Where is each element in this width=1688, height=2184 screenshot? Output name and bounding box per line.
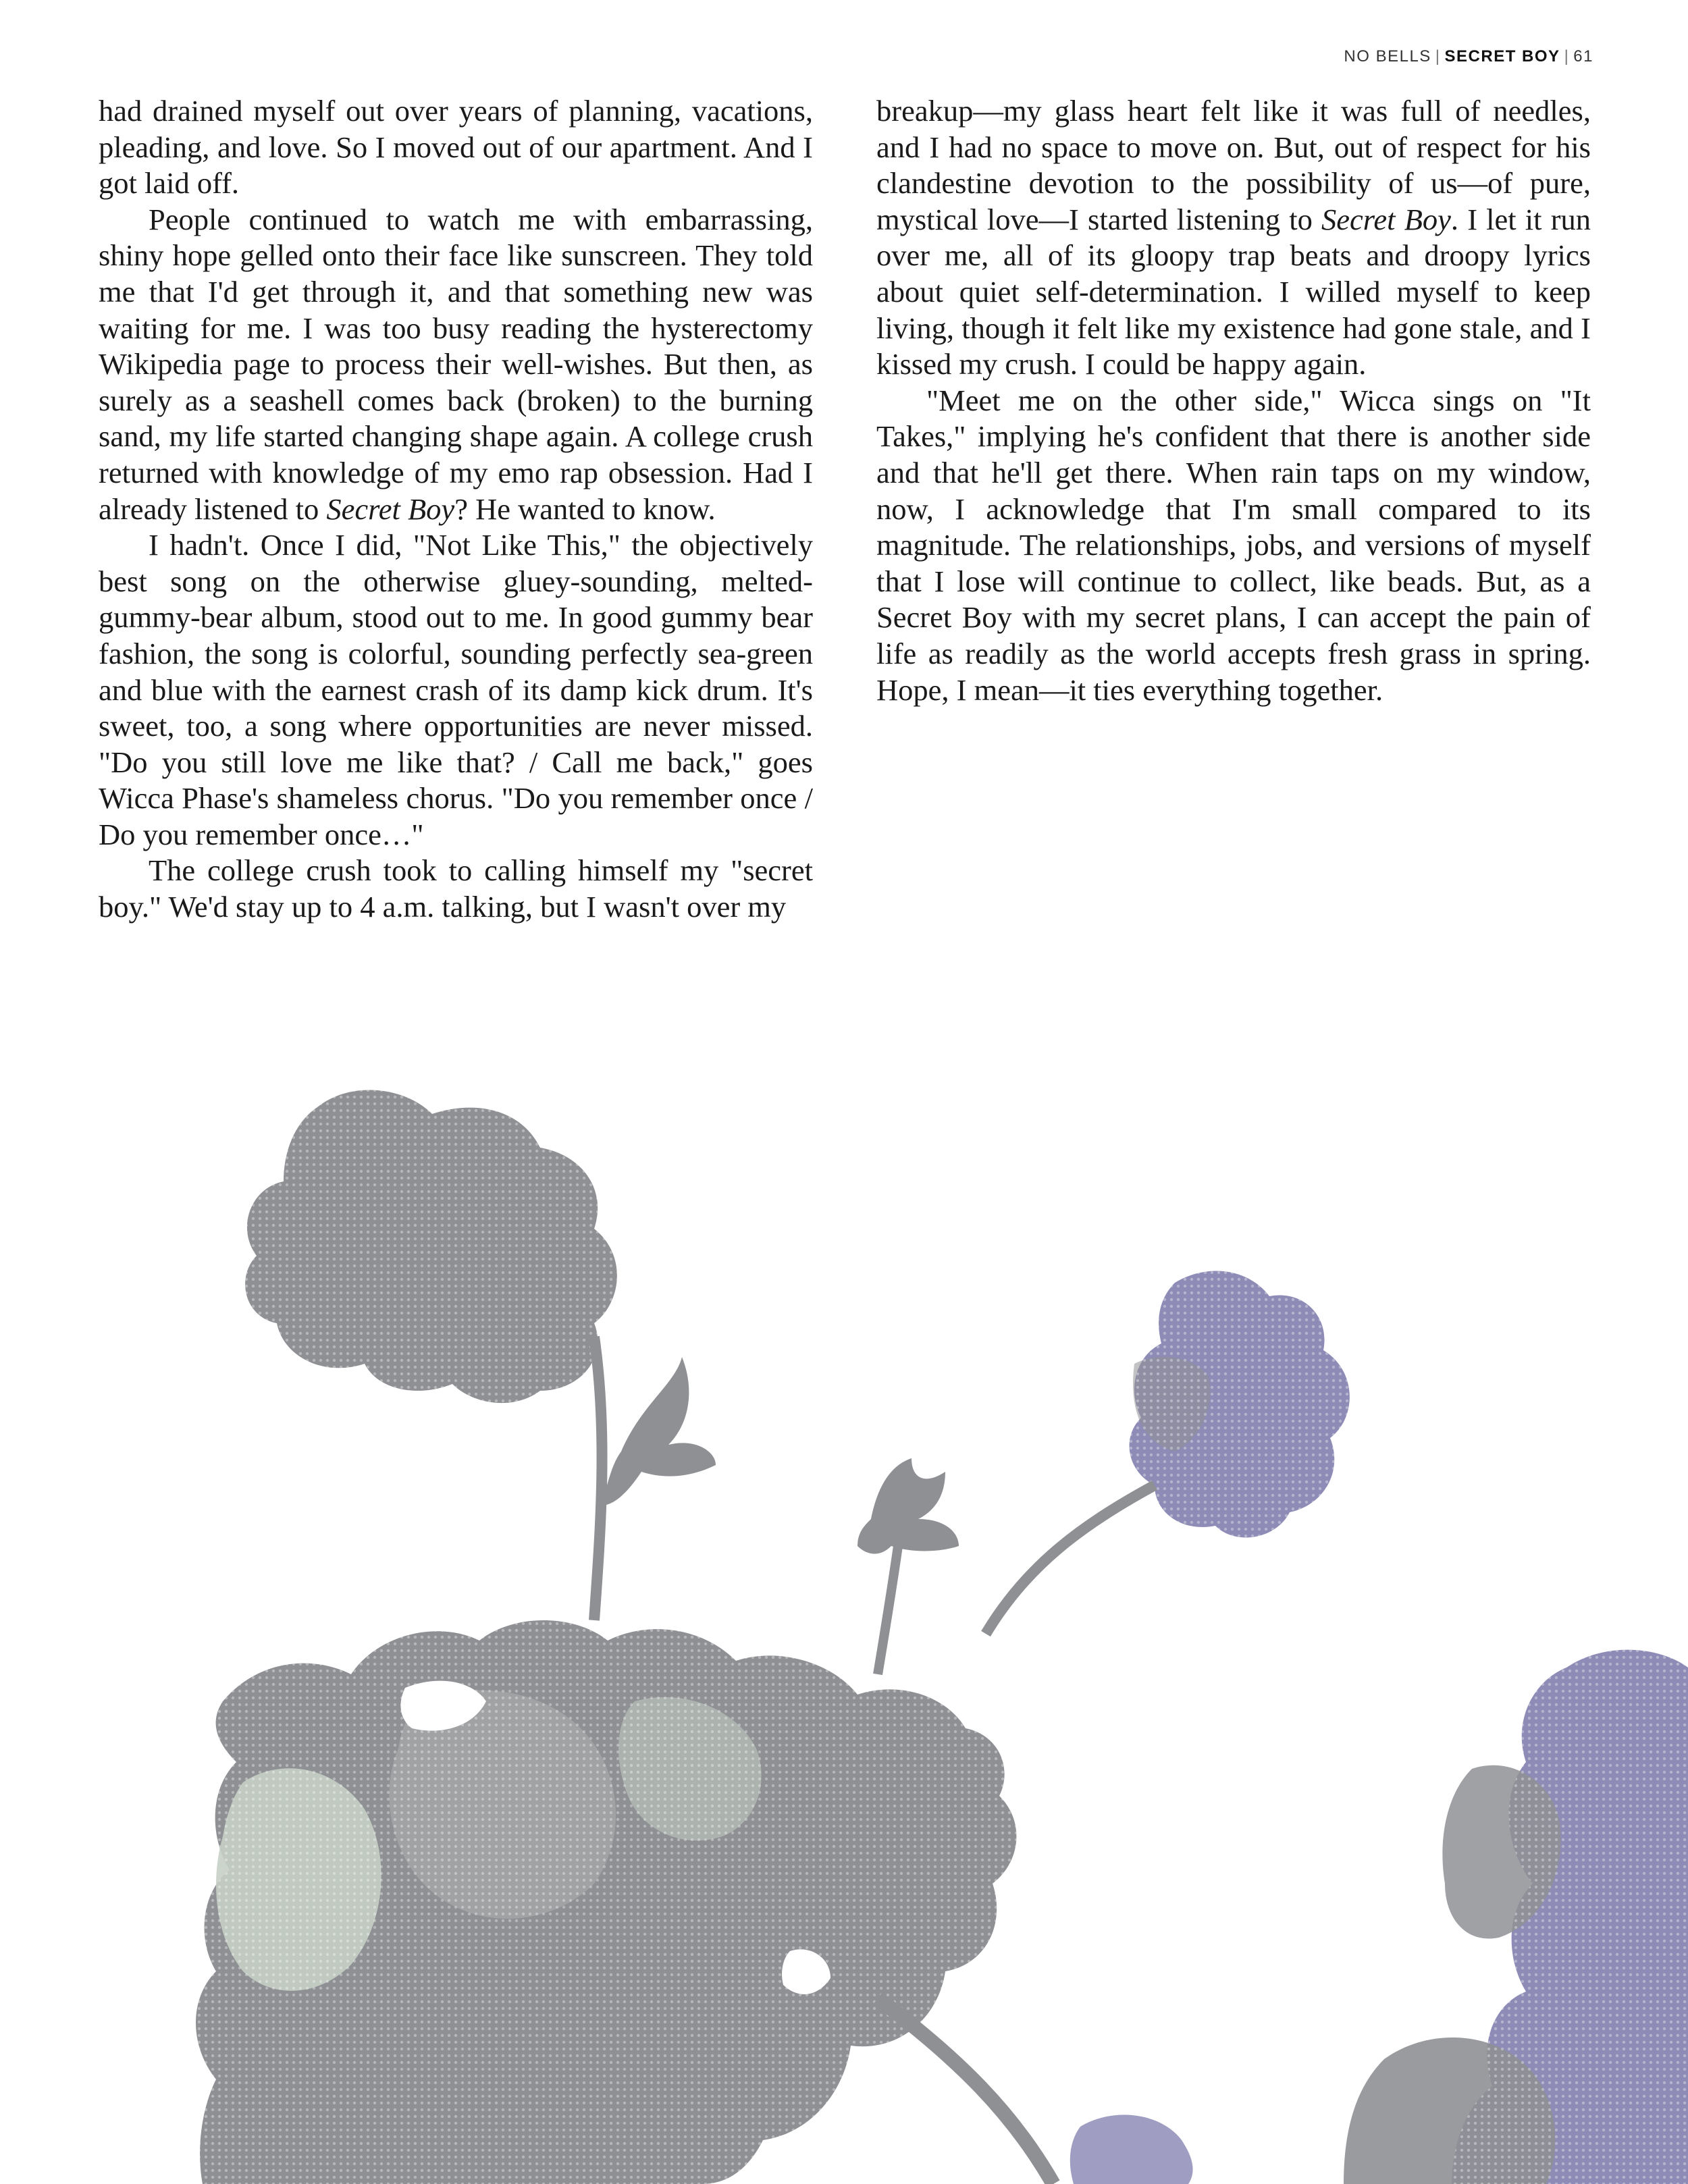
halftone-flower-illustration <box>0 1013 1688 2184</box>
text-run: . I let it run over me, all of its gloopy trap beats and droopy lyrics about quiet self-determination. I willed myself to keep living, though it felt like my existence had gone stale, and I kissed my crush. I could be happy again. <box>876 202 1591 381</box>
flower-stem <box>594 1337 602 1620</box>
paragraph: The college crush took to calling himself my "secret boy." We'd stay up to 4 a.m. talking, but I wasn't over my <box>99 853 813 924</box>
paragraph: "Meet me on the other side," Wicca sings on "It Takes," implying he's confident that there is another side and that he'll get there. When rain taps on my window, now, I acknowledge that I'm small compared to its magnitude. The relationships, jobs, and versions of myself that I lose will continue to collect, like beads. But, as a Secret Boy with my secret plans, I can accept the pain of life as readily as the world accepts fresh grass in spring. Hope, I mean—it ties everything together. <box>876 383 1591 707</box>
paragraph: I hadn't. Once I did, "Not Like This," the objectively best song on the otherwise gluey-sounding, melted-gummy-bear album, stood out to me. In good gummy bear fashion, the song is colorful, sounding perfectly sea-green and blue with the earnest crash of its damp kick drum. It's sweet, too, a song where opportunities are never missed. "Do you still love me like that? / Call me back," goes Wicca Phase's shameless chorus. "Do you remember once / Do you remember once…" <box>99 528 813 851</box>
leaf <box>601 1357 716 1506</box>
paragraph <box>876 93 1591 383</box>
text-run: ? He wanted to know. <box>454 491 716 526</box>
flower-stem <box>878 1998 1053 2184</box>
paragraph: had drained myself out over years of planning, vacations, pleading, and love. So I moved out of our apartment. And I got laid off. <box>99 94 813 201</box>
article-title: SECRET BOY <box>1444 47 1560 65</box>
flower-stem <box>986 1485 1155 1634</box>
album-title: Secret Boy <box>326 491 455 526</box>
left-text-column <box>99 93 813 926</box>
header-separator: | <box>1435 47 1441 65</box>
album-title: Secret Boy <box>1321 202 1451 236</box>
section-name: NO BELLS <box>1344 47 1431 65</box>
flower-lavender-bottom <box>1070 2115 1193 2184</box>
paragraph <box>99 202 813 527</box>
page-number: 61 <box>1573 47 1593 65</box>
flower-stem <box>878 1546 898 1674</box>
text-run: People continued to watch me with embarrassing, shiny hope gelled onto their face like sunscreen. They told me that I'd get through it, and that something new was waiting for me. I was too busy reading the hysterectomy Wikipedia page to process their well-wishes. But then, as surely as a seashell comes back (broken) to the burning sand, my life started changing shape again. A college crush returned with knowledge of my emo rap obsession. Had I already listened to <box>99 202 813 526</box>
text-run: breakup—my glass heart felt like it was full of needles, and I had no space to move on. But, out of respect for his clandestine devotion to the possibility of us—of pure, mystical love—I started listening to <box>876 94 1591 236</box>
leaf <box>858 1458 959 1554</box>
header-separator: | <box>1564 47 1570 65</box>
running-header <box>1344 47 1593 66</box>
right-text-column <box>876 93 1591 708</box>
